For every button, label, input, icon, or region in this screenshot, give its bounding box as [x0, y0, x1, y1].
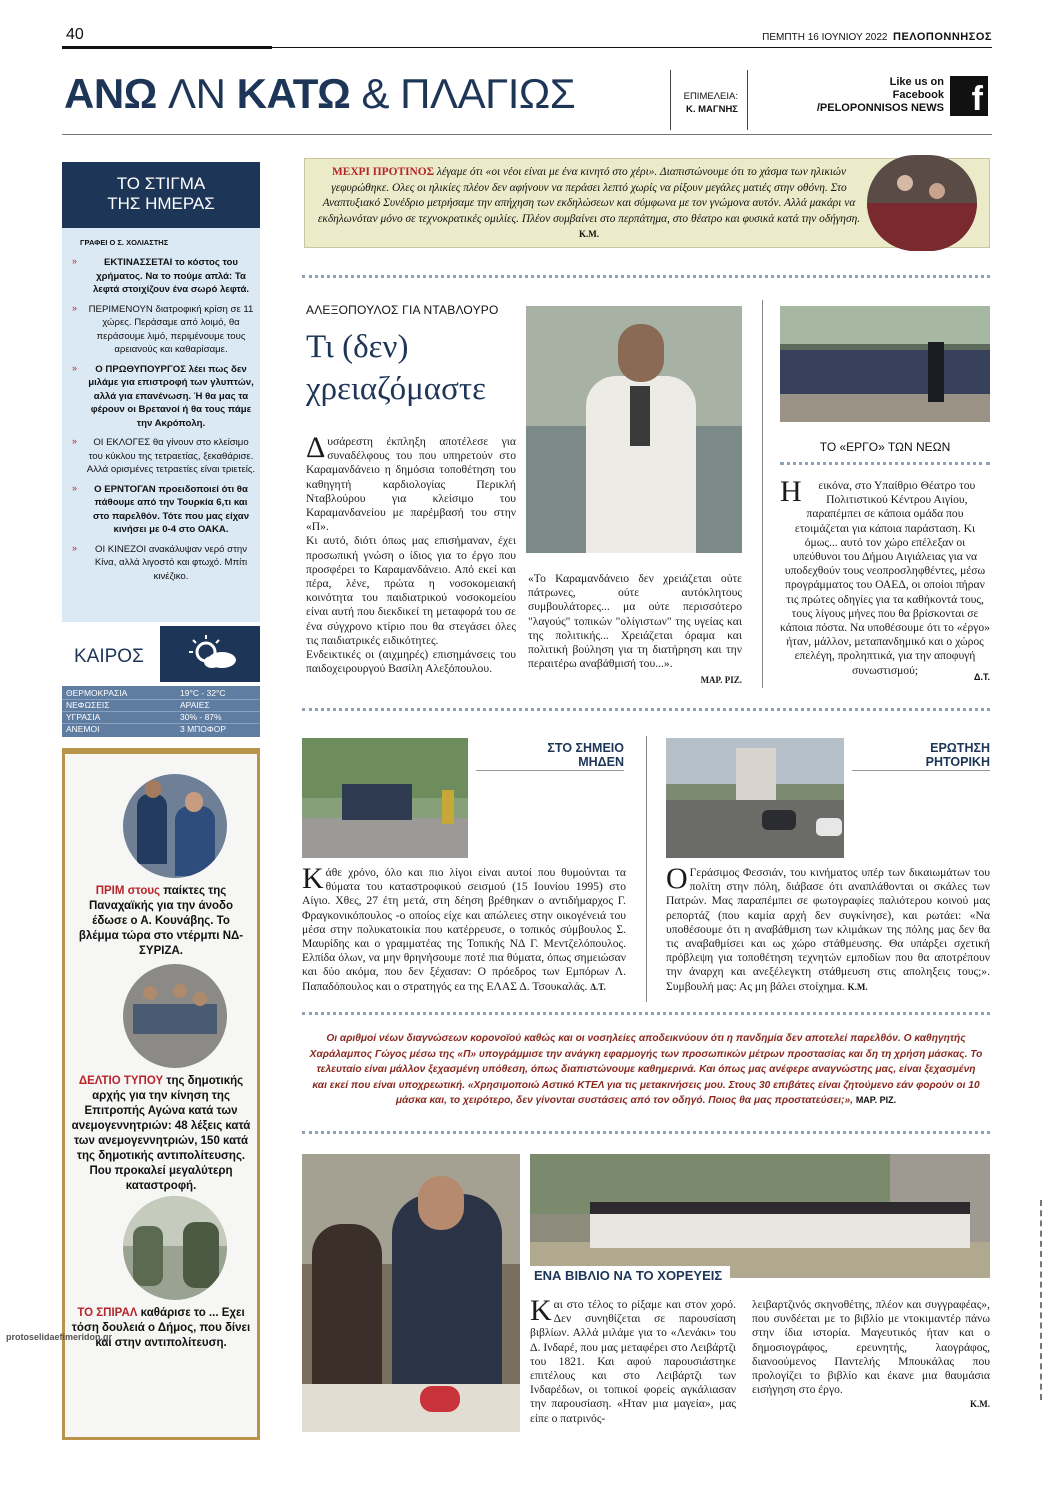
section-title: ΑΝΩ ΛΝ ΚΑΤΩ & ΠΛΑΓΙΩΣ	[64, 70, 576, 117]
rhetoric-heading: ΕΡΩΤΗΣΗ ΡΗΤΟΡΙΚΗ	[925, 741, 990, 769]
vivlio-photo-dance	[530, 1154, 990, 1278]
stigma-item: » Ο ΕΡΝΤΟΓΑΝ προειδοποιεί ότι θα πάθουμε από την Τουρκία 6,τι και στο παρελθόν. Τότε που μας είχαν κινήσει με 0-4 στο ΟΑΚΑ.	[72, 482, 250, 535]
weather-box	[62, 626, 260, 736]
rhetoric-photo	[666, 738, 844, 858]
double-chevron-icon: »	[72, 256, 78, 266]
vivlio-heading: ΕΝΑ ΒΙΒΛΙΟ ΝΑ ΤΟ ΧΟΡΕΥΕΙΣ	[526, 1266, 730, 1285]
miden-body: Κάθε χρόνο, όλο και πιο λίγοι είναι αυτοί που θυμούνται τα θύματα του καταστροφικού σεισμού (15 Ιουνίου 1995) στο Αίγιο. Χθες, 27 έτη μετά, στη δέηση βρέθηκαν ο αντιδήμαρχος Γ. Φραγκονικόπουλος -ο οποίος είχε και απώλειες στην οικογένειά του μέσα στην πολυκατοικία που κατέρρευσε, ο τοπικός σύμβουλος Σ. Μαυρίδης και ο γραμματέας της Τοπικής ΝΔ Γ. Μεντζελόπουλος. Ελπίδα όλων, να μην θρηνήσουμε ποτέ πια θύματα, όπως σημειώσαν και δύο ακόμα, που δεν ξέχασαν: Ο πρόεδρος των Εμπόρων Λ. Παπαδόπουλος και ο στρατηγός εα της ΕΛΑΣ Δ. Τσουκαλάς. Δ.Τ.	[302, 862, 626, 993]
mexri-box	[304, 158, 990, 248]
spiral-text: ΤΟ ΣΠΙΡΑΛ καθάρισε το ... Εχει τόση δουλειά ο Δήμος, που δίνει και στην αντιπολίτευση.	[71, 1307, 251, 1349]
column-divider	[762, 300, 763, 688]
miden-rule	[476, 770, 624, 771]
ergo-rule	[780, 462, 990, 465]
stigma-item: » Ο ΠΡΩΘΥΠΟΥΡΓΟΣ λέει πως δεν μιλάμε για επιστροφή των γλυπτών, αλλά για επανένωση. Ή θα μας τα φέρουν οι Βρετανοί ή θα τους πάμε την Ακρόπολη.	[72, 362, 254, 429]
double-chevron-icon: »	[72, 482, 78, 493]
alexo-photo	[526, 306, 742, 553]
sun-cloud-icon	[160, 626, 260, 682]
editor-credit: ΕΠΙΜΕΛΕΙΑ: Κ. ΜΑΓΝΗΣ	[683, 91, 738, 115]
weather-title: ΚΑΙΡΟΣ	[74, 646, 144, 667]
stigma-item: » ΕΚΤΙΝΑΣΣΕΤΑΙ το κόστος του χρήματος. Να το πούμε απλά: Τα λεφτά στοιχίζουν ένα σωρό λεφτά.	[72, 256, 250, 295]
spiral-photo	[123, 1196, 227, 1300]
weather-table	[62, 686, 260, 737]
rhetoric-rule	[852, 770, 990, 771]
rhetoric-body: ΟΓεράσιμος Φεσσιάν, του κινήματος υπέρ των δικαιωμάτων του πολίτη στην πόλη, διάβασε ότι αναπλάθονται οι σκάλες των Πατρών. Μας παραπέμπει σε φωτογραφίες παλιότερου κοινού μας ρεπορτάζ (που καμία αρχή δεν συγκίνησε), και ρωτάει: «Να υποθέσουμε ότι η αναβάθμιση των κλιμάκων της πόλης μας δεν θα τις αναβαθμίσει και ως χώρο στάθμευσης. Θα υπάρξει σχετική πρόβλεψη για τοποθέτηση τεχνητών εμποδίων που θα αποτρέπουν την άναρχη και ανεξέλεγκτη στάθμευση στις αποληξεις τους;». Συμβουλή μας: Ας μη βάλει στοίχημα. Κ.Μ.	[666, 862, 990, 993]
scan-edge	[1040, 1200, 1046, 1400]
covid-text: Οι αριθμοί νέων διαγνώσεων κορονοϊού καθώς και οι νοσηλείες αποδεικνύουν ότι η πανδημία δεν αποτελεί παρελθόν. Ο καθηγητής Χαράλαμπος Γώγος μέσω της «Π» υπογράμμισε την ανάγκη εφαρμογής των προσωπικών μέτρων προστασίας και δη τη χρήση μάσκας. Το τελευταίο είναι μάλλον ξεχασμένη υπόθεση, όπως διαπιστώνουμε καθημερινά. Και όπως μας ανέφερε αναγνώστης μας, είναι ξεχασμένη και εκεί που είναι υποχρεωτική. «Χρησιμοποιώ Αστικό ΚΤΕΛ για τις μετακινήσεις μου. Στους 30 επιβάτες είναι ζητούμενο εάν φορούν οι 10 μάσκα και, το χειρότερο, δεν γίνονται συστάσεις από τον οδηγό. Ποιος θα μας προστατεύσει;», ΜΑΡ. ΡΙΖ.	[309, 1033, 983, 1107]
miden-photo	[302, 738, 468, 858]
watermark: protoselidaefimeridon.gr	[6, 1332, 113, 1342]
mexri-text: ΜΕΧΡΙ ΠΡΟΤΙΝΟΣ λέγαμε ότι «οι νέοι είναι με ένα κινητό στο χέρι». Διαπιστώνουμε ότι το χάσμα των ηλικιών γεφυρώθηκε. Ολες οι ηλικίες πλέον δεν αφήνουν να περάσει λεπτό χωρίς να ρίξουν μεγάλες ματιές στην οθόνη. Στο Αναπτυξιακό Συνέδριο μετρήσαμε την απήχηση των εκδηλώσεων και σύμφωνα με τον γνώμονα αυτόν. Αλλά μακάρι να εκδηλωνόταν μόνο σε τεχνοκρατικές ομιλίες. Πλέον συμβαίνει στο περπάτημα, στο θέατρο και φυσικά κατά την οδήγηση. Κ.Μ.	[317, 166, 861, 239]
deltio-text: ΔΕΛΤΙΟ ΤΥΠΟΥ της δημοτικής αρχής για την κίνηση της Επιτροπής Αγώνα κατά των ανεμογεννητριών: 48 λέξεις κατά των ανεμογεννητριών, 150 κατά της δημοτικής αντιπολίτευσης. Που προκαλεί μεγαλύτερη καταστροφή.	[71, 1075, 251, 1192]
header-bottom-rule	[62, 134, 992, 135]
prim-photo	[123, 774, 227, 878]
ergo-body: Ηεικόνα, στο Υπαίθριο Θέατρο του Πολιτιστικού Κέντρου Αιγίου, παραπέμπει σε κάποια ομάδα που ετοιμάζεται για κάποια παράσταση. Κι όμως... αυτό τον χώρο επέλεξαν οι υπεύθυνοι του Δήμου Αιγιάλειας για να υποδεχθούν τους νεοπροσληφθέντες, μέσω προγράμματος του ΟΑΕΔ, οι οποίοι πήραν τις πρώτες οδηγίες για τα καθήκοντά τους, τους λίγους μήνες που θα βρίσκονται σε κάποια πόστα. Να υποθέσουμε ότι το «έργο» ήταν, μάλλον, μεταπανδημικό και ο χώρος επελέγη, προληπτικά, για την αποφυγή συνωστισμού;	[780, 475, 990, 677]
weather-row: ΑΝΕΜΟΙ 3 ΜΠΟΦΟΡ	[66, 724, 226, 734]
alexo-body: Δυσάρεστη έκπληξη αποτέλεσε για συναδέλφους του που υπηρετούν στο Καραμανδάνειο η δημόσια τοποθέτηση του καθηγητή καρδιολογίας Περικλή Νταβλούρου για κλείσιμο του Καραμανδανείου με παρέμβασή του στην «Π». Κι αυτό, διότι όπως μας επισήμαναν, έχει προσωπική γνώση ο ίδιος για το έργο που προσφέρει το Καραμανδάνειο. Από εκεί και πέρα, λένε, πρώτα η νοσοκομειακή κοινότητα του παιδιατρικού νοσοκομείου είναι αυτή που διεκδικεί τη μεταφορά του σε ένα σύγχρονο κτίριο που θα στεγάσει όλες τις παιδιατρικές ειδικότητες. Ενδεικτικές οι (αιχμηρές) επισημάνσεις του παιδοχειρουργού Βασίλη Αλεξόπουλου.	[306, 431, 516, 676]
prim-text: ΠΡΙΜ στους παίκτες της Παναχαϊκής για την άνοδο έδωσε ο Α. Κουνάβης. Το βλέμμα τώρα στο ντέρμπι ΝΔ-ΣΥΡΙΖΑ.	[78, 885, 244, 957]
column-divider	[646, 736, 647, 1002]
double-chevron-icon: »	[72, 362, 78, 373]
double-chevron-icon: »	[72, 302, 78, 313]
alexo-headline: Τι (δεν) χρειαζόμαστε	[306, 329, 487, 407]
miden-heading: ΣΤΟ ΣΗΜΕΙΟ ΜΗΔΕΝ	[547, 741, 624, 769]
weather-icon-box	[160, 626, 260, 682]
header-divider-2	[747, 70, 748, 130]
ergo-heading: ΤΟ «ΕΡΓΟ» ΤΩΝ ΝΕΩΝ	[819, 440, 951, 454]
section-divider	[302, 708, 990, 711]
alexo-kicker: ΑΛΕΞΟΠΟΥΛΟΣ ΓΙΑ ΝΤΑΒΛΟΥΡΟ	[306, 303, 499, 317]
rule-left	[62, 46, 272, 49]
date-line: ΠΕΜΠΤΗ 16 ΙΟΥΝΙΟΥ 2022 ΠΕΛΟΠΟΝΝΗΣΟΣ	[762, 31, 992, 43]
weather-row: ΘΕΡΜΟΚΡΑΣΙΑ 19°C - 32°C	[62, 688, 260, 700]
deltio-photo	[123, 964, 227, 1068]
section-divider	[302, 275, 990, 278]
weather-row: ΥΓΡΑΣΙΑ 30% - 87%	[62, 712, 260, 724]
masthead	[62, 24, 992, 134]
double-chevron-icon: »	[72, 436, 78, 446]
stigma-item: » ΟΙ ΕΚΛΟΓΕΣ θα γίνουν στο κλείσιμο του κύκλου της τετραετίας, ξεκαθάρισε. Αλλά ορισμένες τετραετίες είναι τριετείς.	[72, 436, 256, 475]
stigma-list	[72, 256, 256, 589]
stigma-item: » ΟΙ ΚΙΝΕΖΟΙ ανακάλυψαν νερό στην Κίνα, αλλά λιγοστό και φτωχό. Μπίτι κινέζικο.	[72, 542, 248, 582]
vivlio-body-2: λειβαρτζινός σκηνοθέτης, πλέον και συγγραφέας», που συνδέεται με το βιβλίο με ντοκιμαντέρ πάνω στην ίδια ιστορία. Μαγευτικός ήταν και ο δημοσιογράφος, ερευνητής, λαογράφος, διανοούμενος Παντελής Μπουκάλας που προλογίζει το βιβλίο και έκανε μια θαυμάσια εισήγηση στο έργο. Κ.Μ.	[752, 1298, 990, 1410]
header-divider	[670, 70, 671, 130]
page-number: 40	[66, 26, 84, 43]
double-chevron-icon: »	[72, 542, 78, 553]
stigma-box	[62, 162, 260, 622]
mexri-photo	[867, 155, 977, 251]
alexo-quote: «Το Καραμανδάνειο δεν χρειάζεται ούτε πάτρωνες, ούτε αυτόκλητους συμβουλάτορες... μα ούτε περισσότερο "λαγούς" τοπικών "ολίγιστων" της υγείας και της πολιτικής... Χρειάζεται όραμα και πολιτική βούληση για τη διατήρηση και την περαιτέρω αναβάθμισή του...». ΜΑΡ. ΡΙΖ.	[528, 572, 742, 686]
ergo-photo	[780, 306, 990, 422]
weather-row: ΝΕΦΩΣΕΙΣ ΑΡΑΙΕΣ	[62, 700, 260, 712]
vivlio-photo-main	[302, 1154, 520, 1432]
stigma-item: » ΠΕΡΙΜΕΝΟΥΝ διατροφική κρίση σε 11 χώρες. Περάσαμε από λοιμό, θα περάσουμε λιμό, περιμένουμε τους αρειανούς και καθαρίσαμε.	[72, 302, 254, 355]
facebook-promo[interactable]: Like us on Facebook /PELOPONNISOS NEWS	[816, 76, 944, 114]
covid-box	[302, 1012, 990, 1134]
stigma-byline: ΓΡΑΦΕΙ Ο Σ. ΧΟΛΙΑΣΤΗΣ	[80, 238, 169, 247]
stigma-title: ΤΟ ΣΤΙΓΜΑ ΤΗΣ ΗΜΕΡΑΣ	[62, 162, 260, 228]
vivlio-body-1: Και στο τέλος το ρίξαμε και στον χορό. Δεν συνηθίζεται σε παρουσίαση βιβλίων. Αλλά μιλάμε για το «Λενάκι» του Δ. Ινδαρέ, που μας μεταφέρει στο Λειβάρτζι του 1821. Και αφού παρουσιάστηκε επιτέλους και στο Λειβάρτζι των Ινδαρέδων, οι τοπικοί φορείς αγκάλιασαν την παρουσίαση. «Ηταν μια μαγεία», μας είπε ο πατρινός-	[530, 1294, 736, 1425]
rule-right	[272, 47, 992, 48]
facebook-icon[interactable]: f	[950, 76, 988, 116]
ergo-sig: Δ.Τ.	[974, 672, 990, 682]
